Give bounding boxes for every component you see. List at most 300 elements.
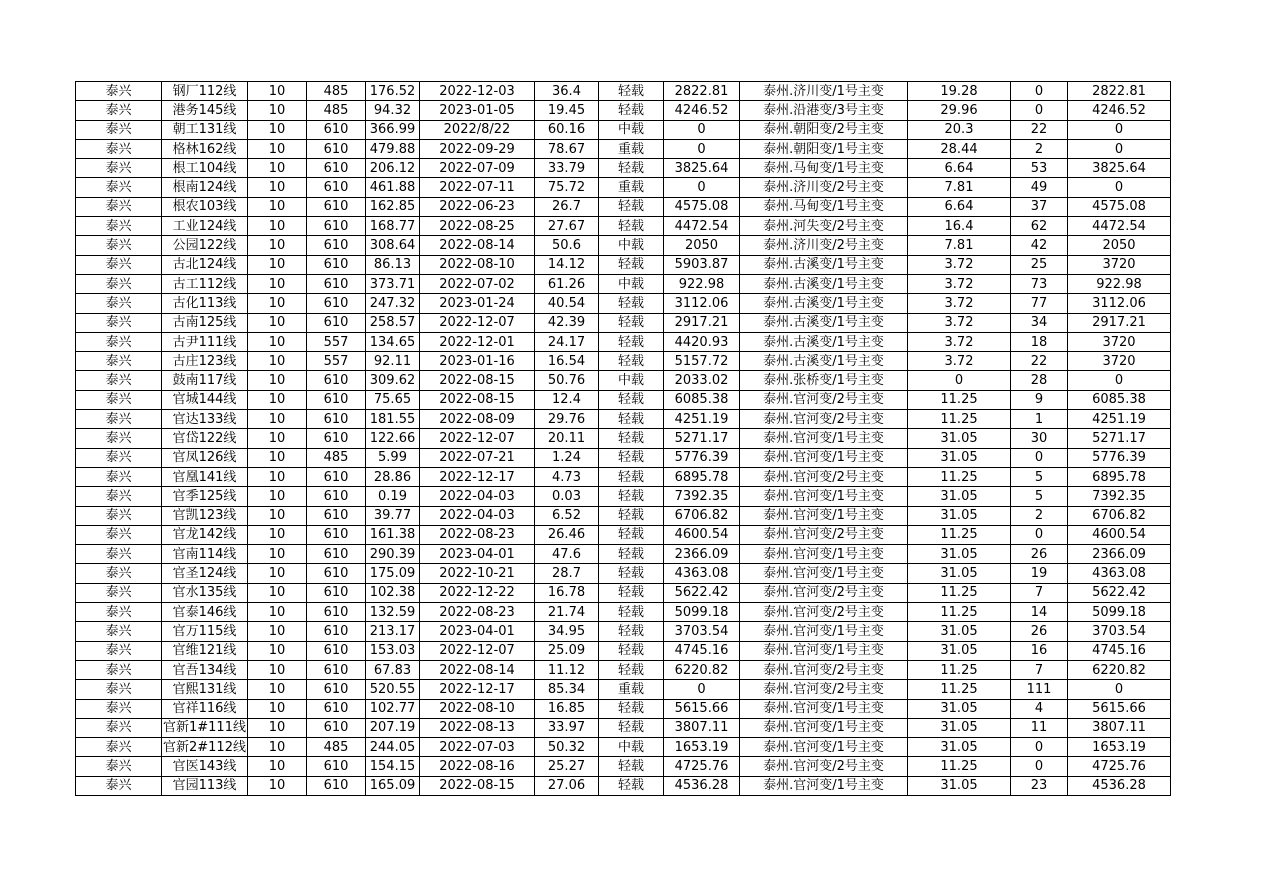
region-cell: 泰兴 bbox=[76, 429, 162, 448]
load-rate-cell: 11.12 bbox=[535, 660, 599, 679]
voltage-cell: 10 bbox=[248, 236, 307, 255]
count-cell: 9 bbox=[1011, 390, 1068, 409]
table-row bbox=[76, 603, 1171, 622]
load-level-cell: 轻载 bbox=[599, 525, 664, 544]
voltage-cell: 10 bbox=[248, 718, 307, 737]
date-cell: 2022/8/22 bbox=[420, 120, 535, 139]
region-cell: 泰兴 bbox=[76, 390, 162, 409]
available-capacity-cell: 4536.28 bbox=[664, 776, 740, 795]
final-capacity-cell: 0 bbox=[1068, 139, 1171, 158]
final-capacity-cell: 5776.39 bbox=[1068, 448, 1171, 467]
count-cell: 1 bbox=[1011, 410, 1068, 429]
capacity-cell: 610 bbox=[307, 757, 366, 776]
line-name-cell: 古工112线 bbox=[162, 274, 248, 293]
available-capacity-cell: 0 bbox=[664, 120, 740, 139]
voltage-cell: 10 bbox=[248, 139, 307, 158]
load-level-cell: 重载 bbox=[599, 680, 664, 699]
transformer-margin-cell: 3.72 bbox=[908, 332, 1011, 351]
substation-transformer-cell: 泰州.官河变/1号主变 bbox=[740, 641, 908, 660]
table-row bbox=[76, 776, 1171, 795]
capacity-cell: 610 bbox=[307, 603, 366, 622]
count-cell: 42 bbox=[1011, 236, 1068, 255]
substation-transformer-cell: 泰州.沿港变/3号主变 bbox=[740, 101, 908, 120]
max-load-cell: 461.88 bbox=[366, 178, 420, 197]
capacity-cell: 610 bbox=[307, 525, 366, 544]
capacity-cell: 485 bbox=[307, 82, 366, 101]
available-capacity-cell: 4745.16 bbox=[664, 641, 740, 660]
transformer-margin-cell: 28.44 bbox=[908, 139, 1011, 158]
available-capacity-cell: 1653.19 bbox=[664, 738, 740, 757]
transformer-margin-cell: 3.72 bbox=[908, 274, 1011, 293]
date-cell: 2022-08-09 bbox=[420, 410, 535, 429]
load-rate-cell: 4.73 bbox=[535, 467, 599, 486]
count-cell: 0 bbox=[1011, 738, 1068, 757]
substation-transformer-cell: 泰州.官河变/2号主变 bbox=[740, 467, 908, 486]
load-level-cell: 轻载 bbox=[599, 506, 664, 525]
load-level-cell: 轻载 bbox=[599, 776, 664, 795]
date-cell: 2023-01-05 bbox=[420, 101, 535, 120]
load-level-cell: 轻载 bbox=[599, 159, 664, 178]
load-level-cell: 轻载 bbox=[599, 429, 664, 448]
available-capacity-cell: 3112.06 bbox=[664, 294, 740, 313]
line-name-cell: 官岱122线 bbox=[162, 429, 248, 448]
date-cell: 2022-08-15 bbox=[420, 371, 535, 390]
max-load-cell: 309.62 bbox=[366, 371, 420, 390]
available-capacity-cell: 4725.76 bbox=[664, 757, 740, 776]
available-capacity-cell: 3703.54 bbox=[664, 622, 740, 641]
transformer-margin-cell: 3.72 bbox=[908, 352, 1011, 371]
available-capacity-cell: 0 bbox=[664, 680, 740, 699]
substation-transformer-cell: 泰州.官河变/2号主变 bbox=[740, 525, 908, 544]
load-level-cell: 中载 bbox=[599, 236, 664, 255]
final-capacity-cell: 2822.81 bbox=[1068, 82, 1171, 101]
voltage-cell: 10 bbox=[248, 525, 307, 544]
load-level-cell: 轻载 bbox=[599, 197, 664, 216]
load-rate-cell: 50.32 bbox=[535, 738, 599, 757]
available-capacity-cell: 6220.82 bbox=[664, 660, 740, 679]
voltage-cell: 10 bbox=[248, 352, 307, 371]
line-name-cell: 官维121线 bbox=[162, 641, 248, 660]
voltage-cell: 10 bbox=[248, 641, 307, 660]
final-capacity-cell: 6706.82 bbox=[1068, 506, 1171, 525]
capacity-cell: 485 bbox=[307, 101, 366, 120]
table-row bbox=[76, 467, 1171, 486]
transformer-margin-cell: 31.05 bbox=[908, 738, 1011, 757]
line-name-cell: 工业124线 bbox=[162, 217, 248, 236]
region-cell: 泰兴 bbox=[76, 371, 162, 390]
available-capacity-cell: 3807.11 bbox=[664, 718, 740, 737]
region-cell: 泰兴 bbox=[76, 410, 162, 429]
voltage-cell: 10 bbox=[248, 332, 307, 351]
load-rate-cell: 33.79 bbox=[535, 159, 599, 178]
line-name-cell: 官凯123线 bbox=[162, 506, 248, 525]
load-rate-cell: 50.6 bbox=[535, 236, 599, 255]
load-level-cell: 轻载 bbox=[599, 718, 664, 737]
max-load-cell: 94.32 bbox=[366, 101, 420, 120]
transformer-margin-cell: 6.64 bbox=[908, 159, 1011, 178]
substation-transformer-cell: 泰州.朝阳变/2号主变 bbox=[740, 120, 908, 139]
region-cell: 泰兴 bbox=[76, 255, 162, 274]
load-rate-cell: 34.95 bbox=[535, 622, 599, 641]
transformer-margin-cell: 3.72 bbox=[908, 255, 1011, 274]
final-capacity-cell: 4251.19 bbox=[1068, 410, 1171, 429]
substation-transformer-cell: 泰州.官河变/1号主变 bbox=[740, 718, 908, 737]
load-level-cell: 轻载 bbox=[599, 641, 664, 660]
region-cell: 泰兴 bbox=[76, 178, 162, 197]
capacity-cell: 610 bbox=[307, 178, 366, 197]
final-capacity-cell: 922.98 bbox=[1068, 274, 1171, 293]
max-load-cell: 206.12 bbox=[366, 159, 420, 178]
date-cell: 2022-07-21 bbox=[420, 448, 535, 467]
load-level-cell: 中载 bbox=[599, 738, 664, 757]
load-level-cell: 重载 bbox=[599, 139, 664, 158]
region-cell: 泰兴 bbox=[76, 139, 162, 158]
load-rate-cell: 27.67 bbox=[535, 217, 599, 236]
substation-transformer-cell: 泰州.官河变/1号主变 bbox=[740, 487, 908, 506]
transformer-margin-cell: 6.64 bbox=[908, 197, 1011, 216]
max-load-cell: 154.15 bbox=[366, 757, 420, 776]
table-body bbox=[76, 82, 1171, 796]
table-row bbox=[76, 197, 1171, 216]
table-row bbox=[76, 159, 1171, 178]
available-capacity-cell: 7392.35 bbox=[664, 487, 740, 506]
count-cell: 18 bbox=[1011, 332, 1068, 351]
transformer-margin-cell: 0 bbox=[908, 371, 1011, 390]
substation-transformer-cell: 泰州.官河变/2号主变 bbox=[740, 680, 908, 699]
substation-transformer-cell: 泰州.马甸变/1号主变 bbox=[740, 197, 908, 216]
max-load-cell: 258.57 bbox=[366, 313, 420, 332]
substation-transformer-cell: 泰州.济川变/1号主变 bbox=[740, 82, 908, 101]
load-level-cell: 轻载 bbox=[599, 603, 664, 622]
substation-transformer-cell: 泰州.古溪变/1号主变 bbox=[740, 332, 908, 351]
max-load-cell: 244.05 bbox=[366, 738, 420, 757]
transformer-margin-cell: 31.05 bbox=[908, 718, 1011, 737]
count-cell: 19 bbox=[1011, 564, 1068, 583]
capacity-cell: 610 bbox=[307, 313, 366, 332]
final-capacity-cell: 0 bbox=[1068, 371, 1171, 390]
max-load-cell: 176.52 bbox=[366, 82, 420, 101]
line-name-cell: 官新1#111线 bbox=[162, 718, 248, 737]
date-cell: 2022-08-25 bbox=[420, 217, 535, 236]
count-cell: 37 bbox=[1011, 197, 1068, 216]
table-row bbox=[76, 718, 1171, 737]
line-name-cell: 官熙131线 bbox=[162, 680, 248, 699]
region-cell: 泰兴 bbox=[76, 525, 162, 544]
max-load-cell: 168.77 bbox=[366, 217, 420, 236]
load-rate-cell: 40.54 bbox=[535, 294, 599, 313]
transformer-margin-cell: 3.72 bbox=[908, 294, 1011, 313]
date-cell: 2022-07-02 bbox=[420, 274, 535, 293]
transformer-margin-cell: 11.25 bbox=[908, 680, 1011, 699]
line-name-cell: 根工104线 bbox=[162, 159, 248, 178]
capacity-cell: 485 bbox=[307, 448, 366, 467]
table-row bbox=[76, 178, 1171, 197]
transformer-margin-cell: 20.3 bbox=[908, 120, 1011, 139]
substation-transformer-cell: 泰州.济川变/2号主变 bbox=[740, 236, 908, 255]
transformer-margin-cell: 31.05 bbox=[908, 699, 1011, 718]
date-cell: 2022-07-09 bbox=[420, 159, 535, 178]
substation-transformer-cell: 泰州.古溪变/1号主变 bbox=[740, 294, 908, 313]
transformer-margin-cell: 31.05 bbox=[908, 622, 1011, 641]
final-capacity-cell: 4536.28 bbox=[1068, 776, 1171, 795]
load-rate-cell: 26.7 bbox=[535, 197, 599, 216]
final-capacity-cell: 5622.42 bbox=[1068, 583, 1171, 602]
load-rate-cell: 61.26 bbox=[535, 274, 599, 293]
voltage-cell: 10 bbox=[248, 545, 307, 564]
count-cell: 73 bbox=[1011, 274, 1068, 293]
table-row bbox=[76, 738, 1171, 757]
spreadsheet-page bbox=[75, 81, 1171, 796]
date-cell: 2022-08-13 bbox=[420, 718, 535, 737]
line-name-cell: 官祥116线 bbox=[162, 699, 248, 718]
load-rate-cell: 16.85 bbox=[535, 699, 599, 718]
region-cell: 泰兴 bbox=[76, 274, 162, 293]
transformer-margin-cell: 31.05 bbox=[908, 429, 1011, 448]
voltage-cell: 10 bbox=[248, 429, 307, 448]
count-cell: 53 bbox=[1011, 159, 1068, 178]
load-rate-cell: 25.09 bbox=[535, 641, 599, 660]
count-cell: 2 bbox=[1011, 506, 1068, 525]
substation-transformer-cell: 泰州.官河变/1号主变 bbox=[740, 564, 908, 583]
load-level-cell: 重载 bbox=[599, 178, 664, 197]
substation-transformer-cell: 泰州.古溪变/1号主变 bbox=[740, 313, 908, 332]
transformer-margin-cell: 11.25 bbox=[908, 660, 1011, 679]
count-cell: 5 bbox=[1011, 467, 1068, 486]
max-load-cell: 207.19 bbox=[366, 718, 420, 737]
final-capacity-cell: 6085.38 bbox=[1068, 390, 1171, 409]
transformer-margin-cell: 7.81 bbox=[908, 178, 1011, 197]
voltage-cell: 10 bbox=[248, 564, 307, 583]
transformer-margin-cell: 11.25 bbox=[908, 603, 1011, 622]
transformer-margin-cell: 31.05 bbox=[908, 506, 1011, 525]
substation-transformer-cell: 泰州.官河变/1号主变 bbox=[740, 448, 908, 467]
substation-transformer-cell: 泰州.官河变/2号主变 bbox=[740, 660, 908, 679]
load-rate-cell: 16.54 bbox=[535, 352, 599, 371]
load-rate-cell: 0.03 bbox=[535, 487, 599, 506]
available-capacity-cell: 2033.02 bbox=[664, 371, 740, 390]
count-cell: 14 bbox=[1011, 603, 1068, 622]
date-cell: 2022-07-03 bbox=[420, 738, 535, 757]
available-capacity-cell: 4251.19 bbox=[664, 410, 740, 429]
substation-transformer-cell: 泰州.官河变/2号主变 bbox=[740, 603, 908, 622]
voltage-cell: 10 bbox=[248, 178, 307, 197]
date-cell: 2022-06-23 bbox=[420, 197, 535, 216]
capacity-cell: 610 bbox=[307, 294, 366, 313]
region-cell: 泰兴 bbox=[76, 487, 162, 506]
region-cell: 泰兴 bbox=[76, 641, 162, 660]
date-cell: 2022-12-22 bbox=[420, 583, 535, 602]
load-rate-cell: 29.76 bbox=[535, 410, 599, 429]
count-cell: 0 bbox=[1011, 525, 1068, 544]
final-capacity-cell: 3703.54 bbox=[1068, 622, 1171, 641]
load-rate-cell: 26.46 bbox=[535, 525, 599, 544]
count-cell: 0 bbox=[1011, 101, 1068, 120]
final-capacity-cell: 3807.11 bbox=[1068, 718, 1171, 737]
load-rate-cell: 36.4 bbox=[535, 82, 599, 101]
date-cell: 2022-12-01 bbox=[420, 332, 535, 351]
substation-transformer-cell: 泰州.朝阳变/1号主变 bbox=[740, 139, 908, 158]
line-name-cell: 官万115线 bbox=[162, 622, 248, 641]
load-level-cell: 轻载 bbox=[599, 294, 664, 313]
final-capacity-cell: 5615.66 bbox=[1068, 699, 1171, 718]
max-load-cell: 86.13 bbox=[366, 255, 420, 274]
table-row bbox=[76, 294, 1171, 313]
load-rate-cell: 28.7 bbox=[535, 564, 599, 583]
count-cell: 49 bbox=[1011, 178, 1068, 197]
load-level-cell: 中载 bbox=[599, 120, 664, 139]
max-load-cell: 520.55 bbox=[366, 680, 420, 699]
date-cell: 2022-08-10 bbox=[420, 255, 535, 274]
voltage-cell: 10 bbox=[248, 390, 307, 409]
available-capacity-cell: 5903.87 bbox=[664, 255, 740, 274]
final-capacity-cell: 0 bbox=[1068, 680, 1171, 699]
load-rate-cell: 1.24 bbox=[535, 448, 599, 467]
count-cell: 62 bbox=[1011, 217, 1068, 236]
max-load-cell: 366.99 bbox=[366, 120, 420, 139]
available-capacity-cell: 5776.39 bbox=[664, 448, 740, 467]
table-row bbox=[76, 217, 1171, 236]
table-row bbox=[76, 564, 1171, 583]
voltage-cell: 10 bbox=[248, 410, 307, 429]
available-capacity-cell: 6706.82 bbox=[664, 506, 740, 525]
transformer-margin-cell: 31.05 bbox=[908, 545, 1011, 564]
voltage-cell: 10 bbox=[248, 622, 307, 641]
count-cell: 111 bbox=[1011, 680, 1068, 699]
substation-transformer-cell: 泰州.官河变/1号主变 bbox=[740, 506, 908, 525]
available-capacity-cell: 2917.21 bbox=[664, 313, 740, 332]
table-row bbox=[76, 583, 1171, 602]
load-level-cell: 轻载 bbox=[599, 564, 664, 583]
line-name-cell: 官龙142线 bbox=[162, 525, 248, 544]
capacity-cell: 610 bbox=[307, 545, 366, 564]
capacity-cell: 610 bbox=[307, 410, 366, 429]
voltage-cell: 10 bbox=[248, 660, 307, 679]
count-cell: 23 bbox=[1011, 776, 1068, 795]
line-name-cell: 根农103线 bbox=[162, 197, 248, 216]
load-level-cell: 轻载 bbox=[599, 660, 664, 679]
table-row bbox=[76, 255, 1171, 274]
date-cell: 2022-09-29 bbox=[420, 139, 535, 158]
voltage-cell: 10 bbox=[248, 159, 307, 178]
date-cell: 2023-01-24 bbox=[420, 294, 535, 313]
voltage-cell: 10 bbox=[248, 680, 307, 699]
max-load-cell: 153.03 bbox=[366, 641, 420, 660]
max-load-cell: 161.38 bbox=[366, 525, 420, 544]
table-row bbox=[76, 352, 1171, 371]
capacity-cell: 610 bbox=[307, 274, 366, 293]
load-level-cell: 轻载 bbox=[599, 82, 664, 101]
available-capacity-cell: 5622.42 bbox=[664, 583, 740, 602]
capacity-cell: 610 bbox=[307, 197, 366, 216]
date-cell: 2023-01-16 bbox=[420, 352, 535, 371]
available-capacity-cell: 2822.81 bbox=[664, 82, 740, 101]
substation-transformer-cell: 泰州.马甸变/1号主变 bbox=[740, 159, 908, 178]
transformer-margin-cell: 16.4 bbox=[908, 217, 1011, 236]
load-level-cell: 轻载 bbox=[599, 545, 664, 564]
region-cell: 泰兴 bbox=[76, 352, 162, 371]
load-level-cell: 轻载 bbox=[599, 332, 664, 351]
table-row bbox=[76, 82, 1171, 101]
date-cell: 2022-08-23 bbox=[420, 603, 535, 622]
date-cell: 2022-07-11 bbox=[420, 178, 535, 197]
region-cell: 泰兴 bbox=[76, 217, 162, 236]
max-load-cell: 92.11 bbox=[366, 352, 420, 371]
available-capacity-cell: 3825.64 bbox=[664, 159, 740, 178]
load-level-cell: 轻载 bbox=[599, 313, 664, 332]
load-level-cell: 中载 bbox=[599, 371, 664, 390]
date-cell: 2022-04-03 bbox=[420, 487, 535, 506]
line-name-cell: 古尹111线 bbox=[162, 332, 248, 351]
transformer-margin-cell: 11.25 bbox=[908, 390, 1011, 409]
load-rate-cell: 6.52 bbox=[535, 506, 599, 525]
line-name-cell: 官南114线 bbox=[162, 545, 248, 564]
available-capacity-cell: 4472.54 bbox=[664, 217, 740, 236]
line-name-cell: 公园122线 bbox=[162, 236, 248, 255]
capacity-cell: 610 bbox=[307, 680, 366, 699]
table-row bbox=[76, 371, 1171, 390]
transformer-margin-cell: 11.25 bbox=[908, 525, 1011, 544]
count-cell: 16 bbox=[1011, 641, 1068, 660]
max-load-cell: 67.83 bbox=[366, 660, 420, 679]
line-name-cell: 古北124线 bbox=[162, 255, 248, 274]
substation-transformer-cell: 泰州.张桥变/1号主变 bbox=[740, 371, 908, 390]
count-cell: 26 bbox=[1011, 545, 1068, 564]
line-name-cell: 官城144线 bbox=[162, 390, 248, 409]
load-level-cell: 轻载 bbox=[599, 467, 664, 486]
date-cell: 2022-04-03 bbox=[420, 506, 535, 525]
load-level-cell: 轻载 bbox=[599, 390, 664, 409]
voltage-cell: 10 bbox=[248, 313, 307, 332]
load-rate-cell: 75.72 bbox=[535, 178, 599, 197]
load-rate-cell: 78.67 bbox=[535, 139, 599, 158]
capacity-cell: 610 bbox=[307, 660, 366, 679]
region-cell: 泰兴 bbox=[76, 101, 162, 120]
max-load-cell: 75.65 bbox=[366, 390, 420, 409]
capacity-cell: 610 bbox=[307, 641, 366, 660]
substation-transformer-cell: 泰州.官河变/2号主变 bbox=[740, 410, 908, 429]
available-capacity-cell: 0 bbox=[664, 139, 740, 158]
count-cell: 7 bbox=[1011, 583, 1068, 602]
available-capacity-cell: 0 bbox=[664, 178, 740, 197]
final-capacity-cell: 2366.09 bbox=[1068, 545, 1171, 564]
load-level-cell: 轻载 bbox=[599, 217, 664, 236]
date-cell: 2022-08-15 bbox=[420, 776, 535, 795]
substation-transformer-cell: 泰州.古溪变/1号主变 bbox=[740, 274, 908, 293]
load-rate-cell: 12.4 bbox=[535, 390, 599, 409]
substation-transformer-cell: 泰州.官河变/1号主变 bbox=[740, 545, 908, 564]
final-capacity-cell: 1653.19 bbox=[1068, 738, 1171, 757]
voltage-cell: 10 bbox=[248, 294, 307, 313]
transformer-margin-cell: 11.25 bbox=[908, 410, 1011, 429]
substation-transformer-cell: 泰州.官河变/2号主变 bbox=[740, 583, 908, 602]
date-cell: 2022-08-14 bbox=[420, 236, 535, 255]
region-cell: 泰兴 bbox=[76, 738, 162, 757]
available-capacity-cell: 5157.72 bbox=[664, 352, 740, 371]
region-cell: 泰兴 bbox=[76, 699, 162, 718]
max-load-cell: 5.99 bbox=[366, 448, 420, 467]
transformer-margin-cell: 31.05 bbox=[908, 487, 1011, 506]
transformer-margin-cell: 31.05 bbox=[908, 776, 1011, 795]
load-level-cell: 轻载 bbox=[599, 622, 664, 641]
load-level-cell: 轻载 bbox=[599, 487, 664, 506]
substation-transformer-cell: 泰州.官河变/1号主变 bbox=[740, 738, 908, 757]
line-name-cell: 官凤126线 bbox=[162, 448, 248, 467]
line-name-cell: 官圣124线 bbox=[162, 564, 248, 583]
final-capacity-cell: 3112.06 bbox=[1068, 294, 1171, 313]
substation-transformer-cell: 泰州.官河变/2号主变 bbox=[740, 390, 908, 409]
line-name-cell: 鼓南117线 bbox=[162, 371, 248, 390]
capacity-cell: 610 bbox=[307, 467, 366, 486]
